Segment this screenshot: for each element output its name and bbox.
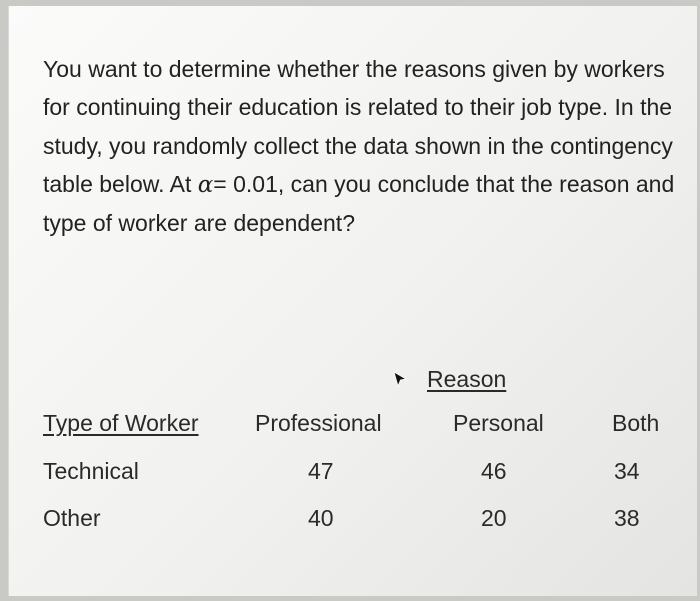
cell-technical-personal: 46 (481, 458, 507, 484)
cell-other-personal: 20 (481, 505, 507, 531)
mouse-pointer-icon (393, 371, 407, 387)
column-header-both: Both (612, 410, 660, 436)
question-text (43, 50, 683, 242)
column-header-personal: Personal (453, 410, 544, 436)
row-label-other: Other (43, 505, 101, 531)
cell-technical-both: 34 (614, 458, 640, 484)
alpha-symbol: α (197, 171, 214, 198)
question-card (8, 6, 697, 596)
row-label-technical: Technical (43, 458, 139, 484)
row-header-type-of-worker: Type of Worker (43, 410, 199, 436)
question-text-part2: = 0.01, can you conclude that the reason and type of worker are dependent? (43, 170, 675, 237)
reason-header: Reason (427, 366, 507, 392)
column-header-professional: Professional (255, 410, 382, 436)
cell-other-both: 38 (614, 505, 640, 531)
cell-technical-professional: 47 (308, 458, 334, 484)
question-text-part1: You want to determine whether the reasons given by workers for continuing their education is related to their job type. In the study, you randomly collect the data shown in the contingency table below. At (43, 56, 673, 197)
cell-other-professional: 40 (308, 505, 334, 531)
